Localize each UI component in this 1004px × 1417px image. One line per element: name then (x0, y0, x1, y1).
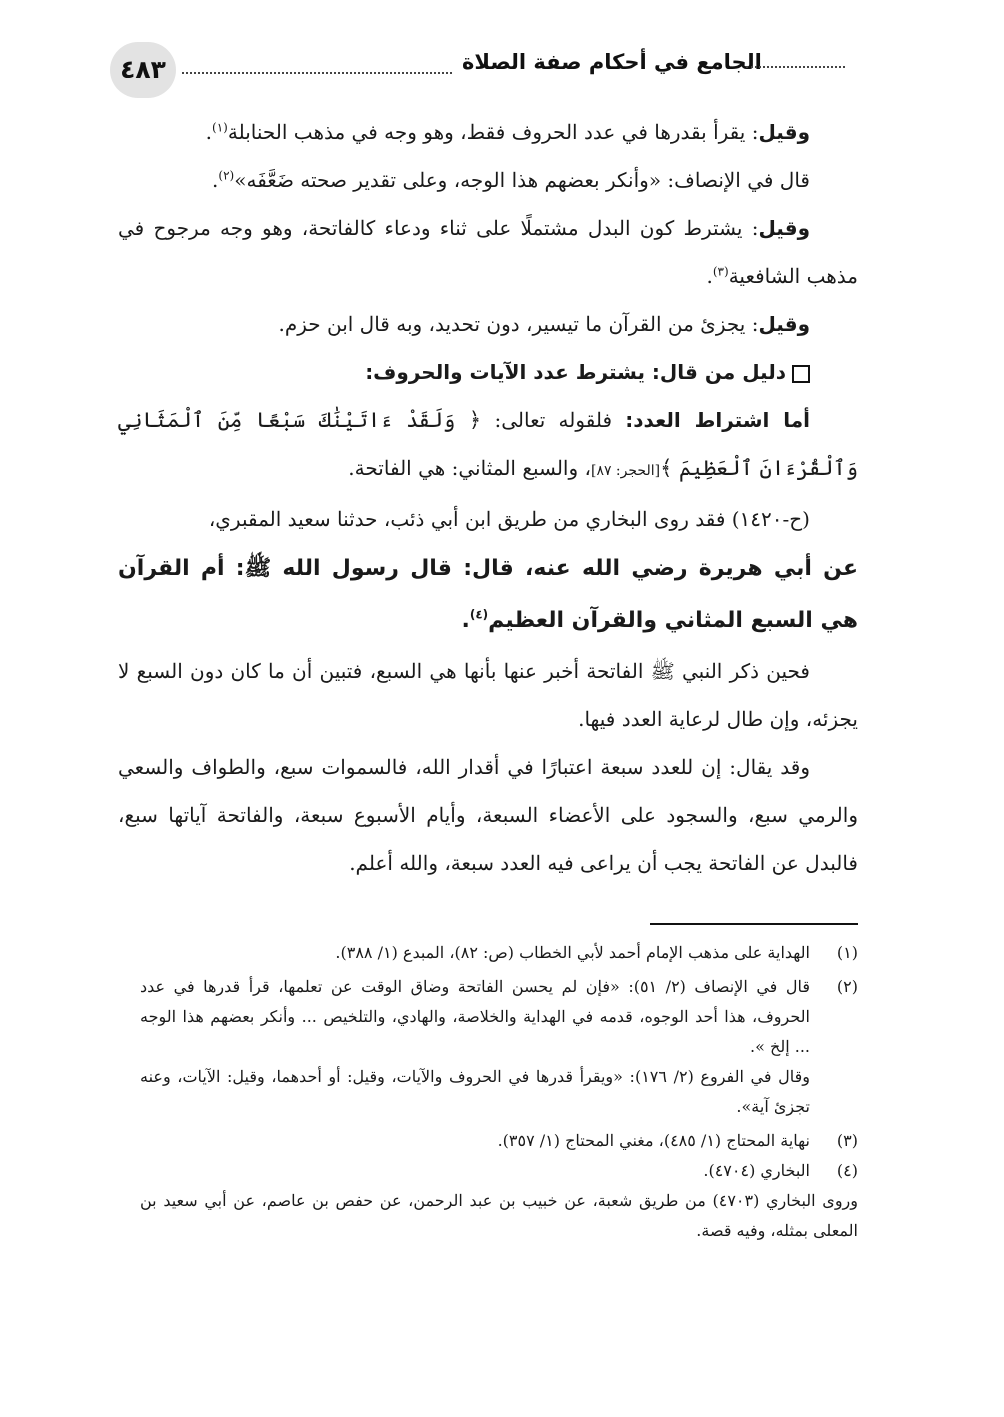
footnote-4-continuation: وروى البخاري (٤٧٠٣) من طريق شعبة، عن خبيب بن عبد الرحمن، عن حفص بن عاصم، عن أبي سعيد بن المعلى بمثله، وفيه قصة. (140, 1191, 859, 1240)
footnote-4 (140, 1156, 858, 1186)
footnote-2-continuation: وقال في الفروع (٢/ ١٧٦): «ويقرأ قدرها في الحروف والآيات، وقيل: أو أحدهما، وقيل: الآيات، وعنه تجزئ آية». (140, 1067, 811, 1116)
footnote-2 (140, 972, 858, 1062)
footnote-separator (650, 923, 858, 925)
header-dotted-leader-left (182, 72, 452, 74)
qila-label: وقيل (758, 216, 810, 240)
footnotes (140, 938, 858, 1246)
checkbox-icon (792, 365, 810, 383)
qila-label: وقيل (758, 120, 810, 144)
paragraph-4 (118, 300, 858, 348)
footnote-3 (140, 1126, 858, 1156)
main-text (118, 108, 858, 887)
paragraph-9-text: وقد يقال: إن للعدد سبعة اعتبارًا في أقدار الله، فالسموات سبع، والطواف والسعي والرمي سبع، والسجود على الأعضاء السبعة، وأيام الأسبوع سبعة، والفاتحة آياتها سبع، فالبدل عن الفاتحة يجب أن يراعى فيه العدد سبعة، والله أعلم. (118, 755, 858, 875)
footnote-text: قال في الإنصاف (٢/ ٥١): «فإن لم يحسن الفاتحة وضاق الوقت عن تعلمها، قرأ قدرها في عدد الحروف، هذا أحد الوجوه، قدمه في الهداية والخلاصة، والهادي، والتلخيص ... وأنكر بعضهم هذا الوجه ... إلخ ». (140, 977, 810, 1056)
footnote-ref-1[interactable]: (١) (212, 120, 228, 135)
running-title: الجامع في أحكام صفة الصلاة (462, 50, 762, 74)
footnote-number: (٣) (836, 1131, 858, 1150)
section-heading (118, 348, 858, 396)
footnote-number: (٢) (836, 977, 858, 996)
page-number-badge: ٤٨٣ (110, 42, 176, 98)
footnote-number: (٤) (836, 1161, 858, 1180)
paragraph-5-end: ، والسبع المثاني: هي الفاتحة. (348, 456, 591, 480)
hadith-text (118, 543, 858, 647)
surah-reference: [الحجر: ٨٧] (590, 463, 661, 479)
footnote-ref-2[interactable]: (٢) (218, 168, 235, 183)
footnote-text: الهداية على مذهب الإمام أحمد لأبي الخطاب (ص: ٨٢)، المبدع (١/ ٣٨٨). (335, 943, 810, 962)
hadith-body: عن أبي هريرة رضي الله عنه، قال: قال رسول الله ﷺ: أم القرآن هي السبع المثاني والقرآن العظيم (118, 556, 858, 633)
paragraph-2-end: . (212, 168, 219, 192)
page-header (110, 42, 845, 98)
footnote-text: نهاية المحتاج (١/ ٤٨٥)، مغني المحتاج (١/ ٣٥٧). (497, 1131, 810, 1150)
section-heading-text: دليل من قال: يشترط عدد الآيات والحروف: (365, 360, 786, 384)
paragraph-6 (118, 495, 858, 543)
footnote-number: (١) (836, 943, 858, 962)
paragraph-5-text: فلقوله تعالى: (481, 408, 626, 432)
paragraph-2-text: قال في الإنصاف: «وأنكر بعضهم هذا الوجه، وعلى تقدير صحته ضَعَّفَه» (234, 168, 810, 192)
paragraph-1-text: : يقرأ بقدرها في عدد الحروف فقط، وهو وجه في مذهب الحنابلة (227, 120, 759, 144)
header-dotted-leader-right (746, 66, 845, 68)
paragraph-4-text: : يجزئ من القرآن ما تيسير، دون تحديد، وبه قال ابن حزم. (278, 312, 759, 336)
hadith-end: . (461, 608, 470, 633)
paragraph-3-text: : يشترط كون البدل مشتملًا على ثناء ودعاء كالفاتحة، وهو وجه مرجوح في مذهب الشافعية (118, 216, 858, 288)
paragraph-9 (118, 743, 858, 887)
condition-label: أما اشتراط العدد: (625, 408, 810, 432)
paragraph-8-text: فحين ذكر النبي ﷺ الفاتحة أخبر عنها بأنها هي السبع، فتبين أن ما كان دون السبع لا يجزئه، وإن طال لرعاية العدد فيها. (118, 659, 858, 731)
paragraph-3 (118, 204, 858, 300)
footnote-ref-4[interactable]: (٤) (469, 607, 489, 622)
paragraph-2 (118, 156, 858, 204)
paragraph-8 (118, 647, 858, 743)
footnote-ref-3[interactable]: (٣) (712, 264, 729, 279)
paragraph-1-end: . (205, 120, 213, 144)
quran-verse: ﴿ وَلَقَدْ ءَاتَيْنَٰكَ سَبْعًا مِّنَ ٱلْمَثَانِي وَٱلْقُرْءَانَ ٱلْعَظِيمَ ﴾ (118, 408, 858, 480)
footnote-1 (140, 938, 858, 968)
paragraph-5 (118, 396, 858, 495)
hadith-chain: (ح-١٤٢٠) فقد روى البخاري من طريق ابن أبي ذئب، حدثنا سعيد المقبري، (208, 507, 810, 531)
footnote-text: البخاري (٤٧٠٤). (703, 1161, 810, 1180)
paragraph-3-end: . (706, 264, 713, 288)
paragraph-1 (118, 108, 858, 156)
qila-label: وقيل (758, 312, 810, 336)
